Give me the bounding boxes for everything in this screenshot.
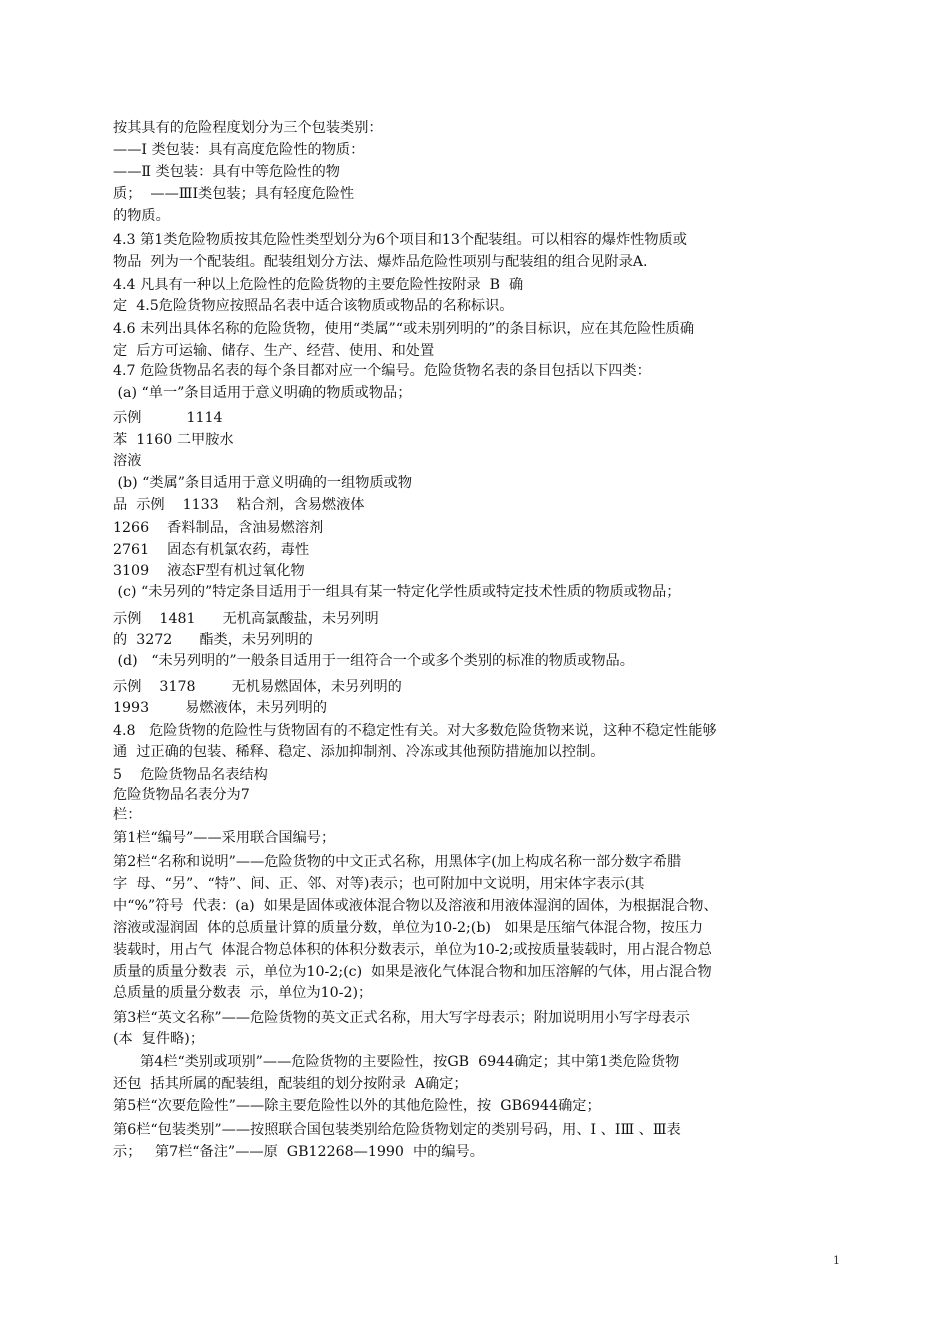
text-line: 质； ——ⅢI类包装；具有轻度危险性 [113,186,355,202]
text-line: 4.3 第1类危险物质按其危险性类型划分为6个项目和13个配装组。可以相容的爆炸性物质或 [113,232,687,248]
text-line: 4.8 危险货物的危险性与货物固有的不稳定性有关。对大多数危险货物来说，这种不稳定性能够 [113,723,717,739]
text-line: 第4栏“类别或项别”——危险货物的主要险性，按GB 6944确定；其中第1类危险货物 [113,1054,680,1070]
text-line: (b) “类属”条目适用于意义明确的一组物质或物 [113,475,413,491]
text-line: 第6栏“包装类别”——按照联合国包装类别给危险货物划定的类别号码，用、I 、IⅢ 、Ⅲ表 [113,1122,681,1138]
text-line: ——I 类包装：具有高度危险性的物质： [113,142,365,158]
text-line: 按其具有的危险程度划分为三个包装类别： [113,120,383,136]
text-line: 字 母、“另”、“特”、间、正、邻、对等)表示；也可附加中文说明，用宋体字表示(其 [113,876,645,892]
text-line: 的 3272 酯类，未另列明的 [113,632,313,648]
text-line: 第2栏“名称和说明”——危险货物的中文正式名称，用黑体字(加上构成名称一部分数字希腊 [113,854,682,870]
text-line: 定 4.5危险货物应按照品名表中适合该物质或物品的名称标识。 [113,298,514,314]
text-line: (a) “单一”条目适用于意义明确的物质或物品； [113,385,412,401]
text-line: ——Ⅱ 类包装：具有中等危险性的物 [113,164,340,180]
text-line: 通 过正确的包装、稀释、稳定、添加抑制剂、冷冻或其他预防措施加以控制。 [113,744,605,760]
text-line: 的物质。 [113,208,170,224]
text-line: 2761 固态有机氯农药，毒性 [113,542,310,558]
text-line: 第3栏“英文名称”——危险货物的英文正式名称，用大写字母表示；附加说明用小写字母表示 [113,1010,690,1026]
text-line: 物品 列为一个配装组。配装组划分方法、爆炸品危险性项别与配装组的组合见附录A. [113,254,648,270]
text-line: 1266 香料制品，含油易燃溶剂 [113,520,324,536]
text-line: 示例 1114 [113,410,223,426]
text-line: 中“%”符号 代表：(a) 如果是固体或液体混合物以及溶液和用液体湿润的固体，为根据混合物、 [113,898,718,914]
text-line: 装载时，用占气 体混合物总体积的体积分数表示，单位为10-2;或按质量装载时，用占混合物总 [113,942,712,958]
page-number: 1 [833,1254,840,1267]
text-line: 溶液或湿润固 体的总质量计算的质量分数，单位为10-2;(b) 如果是压缩气体混合物，按压力 [113,920,704,936]
text-line: 示； 第7栏“备注”——原 GB12268—1990 中的编号。 [113,1144,484,1160]
text-line: 4.6 未列出具体名称的危险货物，使用“类属”“或未别列明的”的条目标识，应在其危险性质确 [113,321,695,337]
text-line: 品 示例 1133 粘合剂，含易燃液体 [113,497,365,513]
text-line: 定 后方可运输、储存、生产、经营、使用、和处置 [113,343,435,359]
text-line: 危险货物品名表分为7 [113,787,250,803]
text-line: 1993 易燃液体，未另列明的 [113,700,328,716]
text-line: 还包 括其所属的配装组，配装组的划分按附录 A确定； [113,1076,468,1092]
text-line: 溶液 [113,453,142,469]
text-line: 4.4 凡具有一种以上危险性的危险货物的主要危险性按附录 B 确 [113,277,524,293]
text-line: 第1栏“编号”——采用联合国编号； [113,830,336,846]
text-line: 示例 3178 无机易燃固体，未另列明的 [113,679,402,695]
text-line: 质量的质量分数表 示，单位为10-2;(c) 如果是液化气体混合物和加压溶解的气体，用占混合物 [113,964,712,980]
text-line: (本 复件略)； [113,1031,205,1047]
text-line: 4.7 危险货物品名表的每个条目都对应一个编号。危险货物名表的条目包括以下四类： [113,363,651,379]
text-line: 苯 1160 二甲胺水 [113,432,234,448]
text-line: 3109 液态F型有机过氧化物 [113,563,305,579]
text-line: 总质量的质量分数表 示，单位为10-2)； [113,985,373,1001]
text-line: (c) “未另列的”特定条目适用于一组具有某一特定化学性质或特定技术性质的物质或物品； [113,584,681,600]
text-line: (d) “未另列明的”一般条目适用于一组符合一个或多个类别的标准的物质或物品。 [113,653,634,669]
text-line: 5 危险货物品名表结构 [113,767,268,783]
text-line: 示例 1481 无机高氯酸盐，未另列明 [113,611,379,627]
text-line: 第5栏“次要危险性”——除主要危险性以外的其他危险性，按 GB6944确定； [113,1098,601,1114]
text-line: 栏： [113,807,142,823]
